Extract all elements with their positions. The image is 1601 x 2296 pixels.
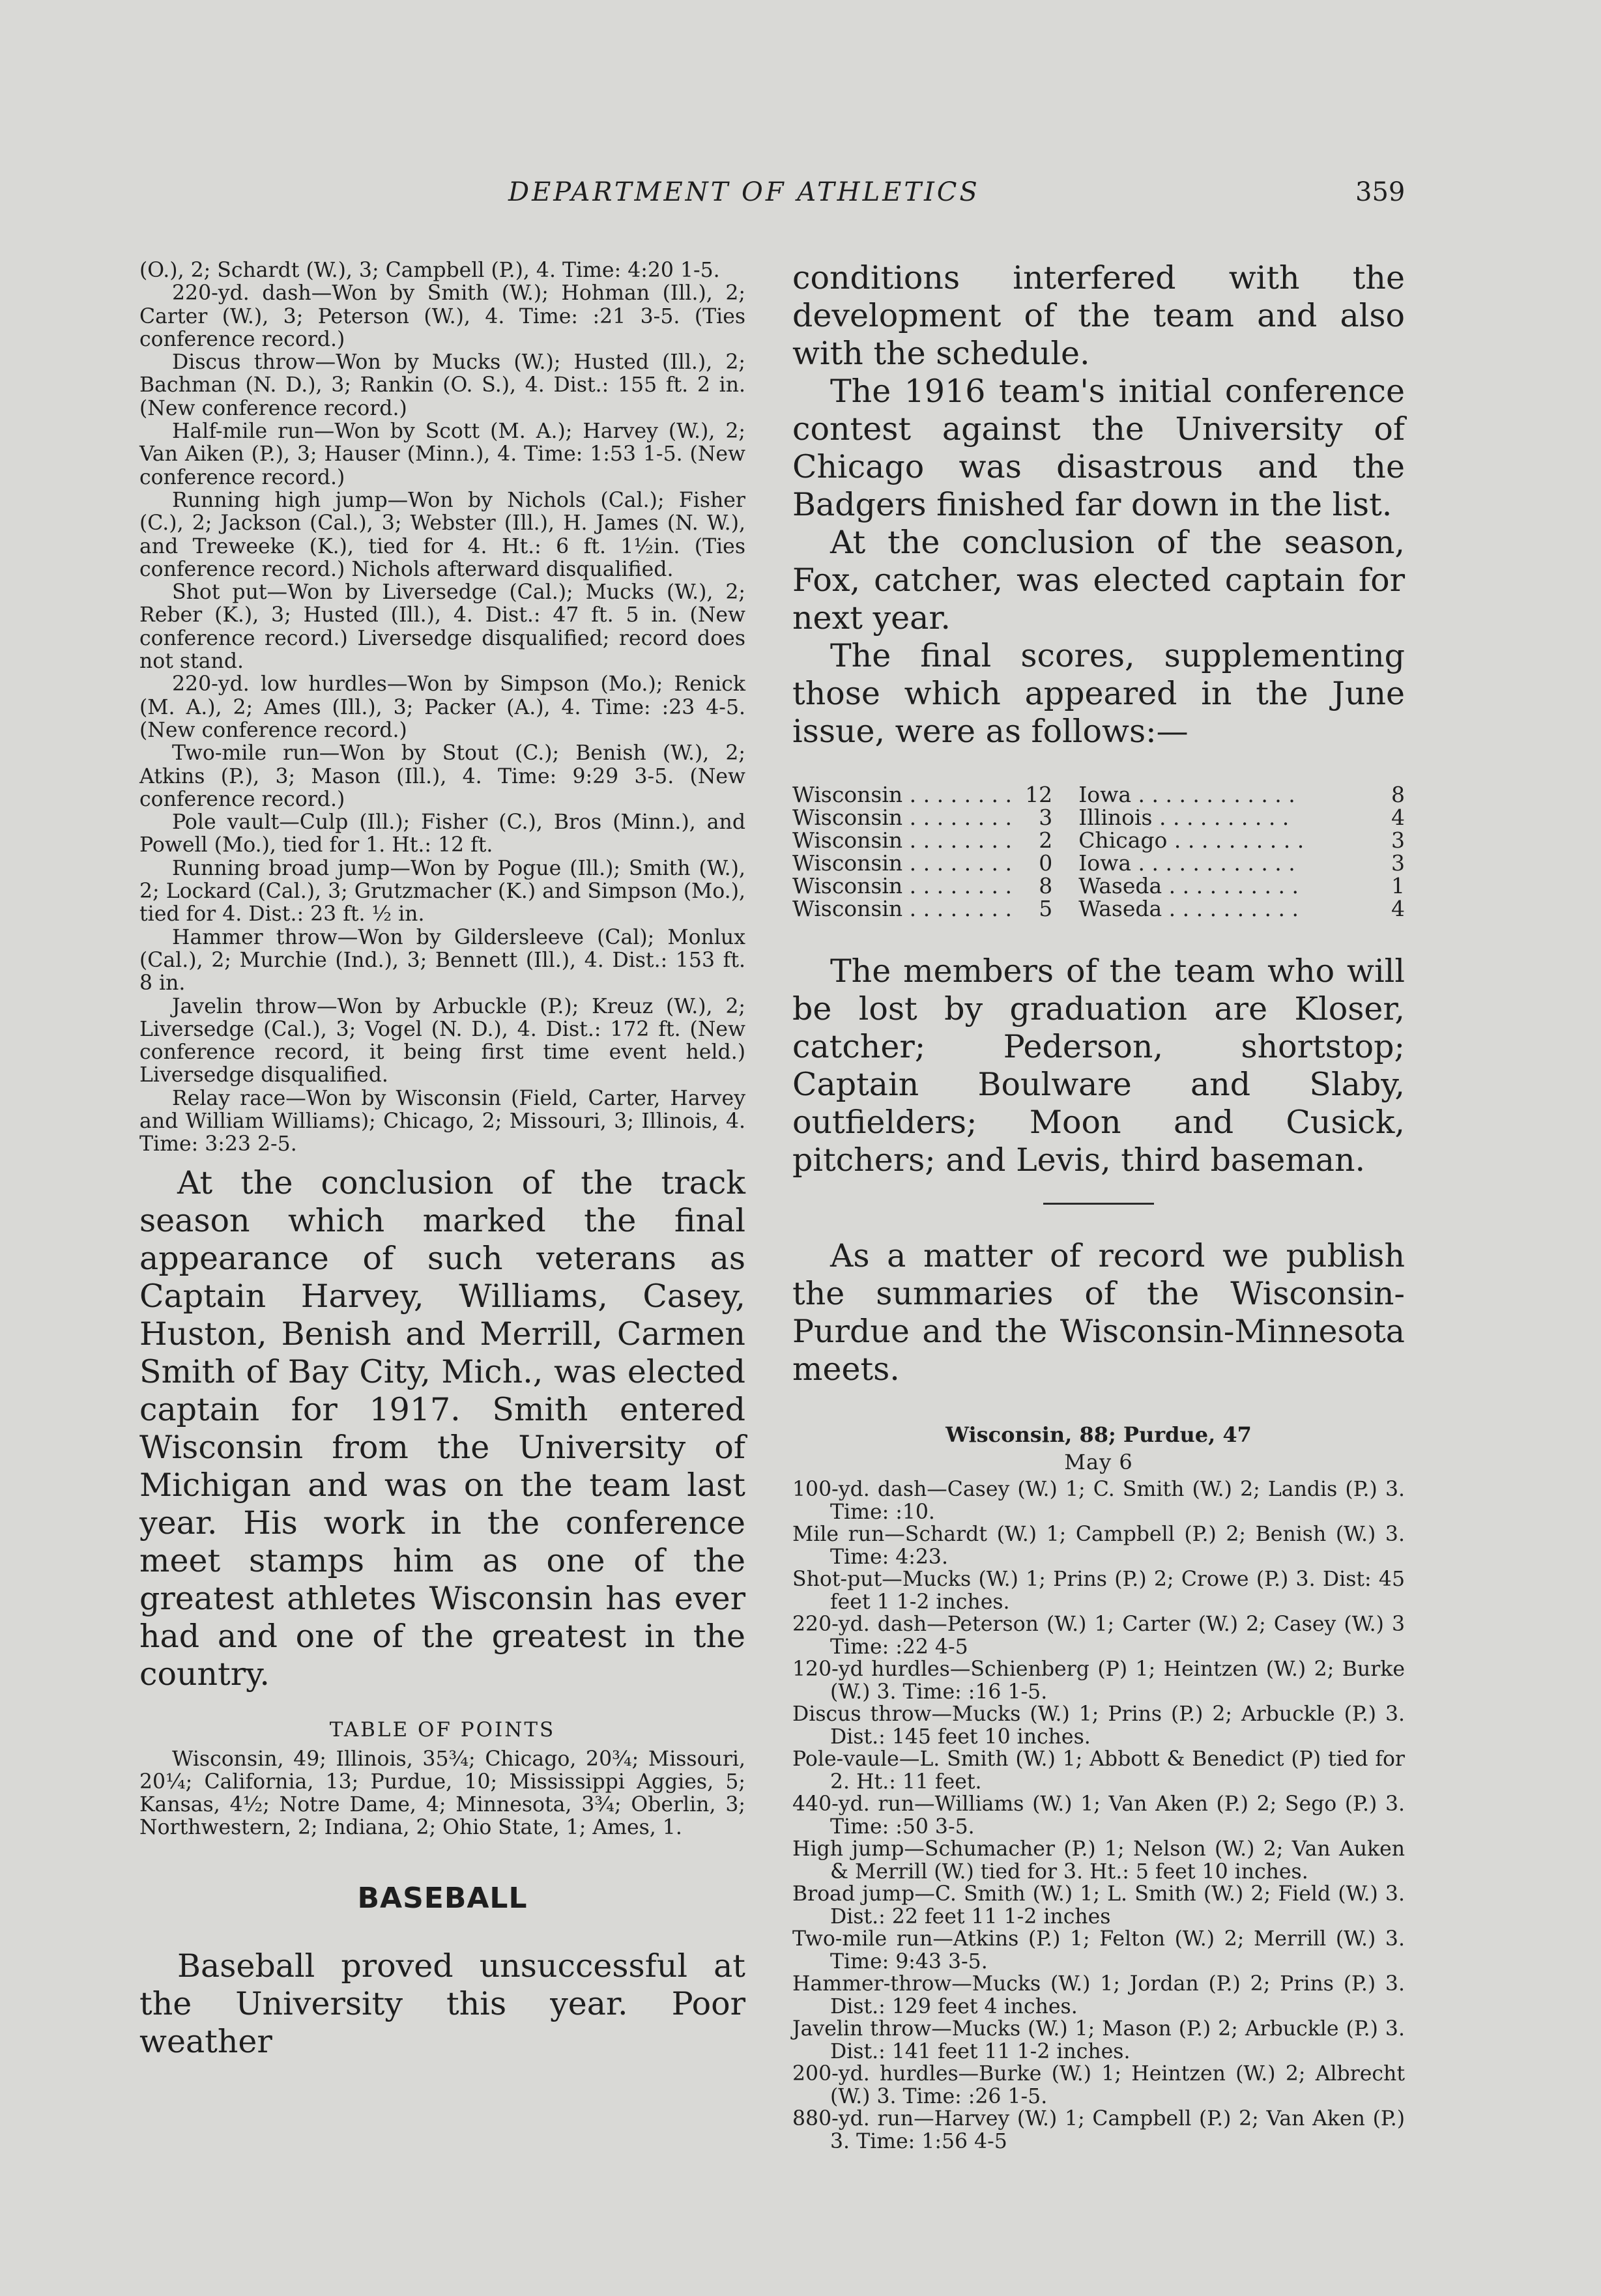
team-name: Wisconsin . . . . . . . . [792, 805, 1013, 830]
team-score: 12 [1025, 782, 1053, 807]
final-scores-table [792, 783, 1405, 920]
meet-result: Shot-put—Mucks (W.) 1; Prins (P.) 2; Crowe (P.) 3. Dist: 45 feet 1 1-2 inches. [792, 1568, 1405, 1614]
track-results [139, 259, 745, 1156]
opponent-name: Iowa . . . . . . . . . . . . [1078, 850, 1295, 876]
page-number: 359 [1355, 177, 1406, 207]
result-paragraph: Javelin throw—Won by Arbuckle (P.); Kreuz (W.), 2; Liversedge (Cal.), 3; Vogel (N. D.), 4. Dist.: 172 ft. (New conference record, it being first time event held.) Liversedge disqualified. [139, 994, 745, 1087]
body-paragraph: As a matter of record we publish the summaries of the Wisconsin-Purdue and the Wisconsin-Minnesota meets. [792, 1237, 1405, 1388]
meet-result: 220-yd. dash—Peterson (W.) 1; Carter (W.) 2; Casey (W.) 3 Time: :22 4-5 [792, 1613, 1405, 1659]
meet-result: Broad jump—C. Smith (W.) 1; L. Smith (W.) 2; Field (W.) 3. Dist.: 22 feet 11 1-2 inches [792, 1882, 1405, 1929]
opponent-name: Illinois . . . . . . . . . . [1078, 805, 1290, 830]
meet-result: 440-yd. run—Williams (W.) 1; Van Aken (P.) 2; Sego (P.) 3. Time: :50 3-5. [792, 1792, 1405, 1839]
body-paragraph: At the conclusion of the season, Fox, catcher, was elected captain for next year. [792, 524, 1405, 637]
meet-result: Javelin throw—Mucks (W.) 1; Mason (P.) 2; Arbuckle (P.) 3. Dist.: 141 feet 11 1-2 inches. [792, 2017, 1405, 2063]
result-paragraph: Running broad jump—Won by Pogue (Ill.); Smith (W.), 2; Lockard (Cal.), 3; Grutzmacher (K.) and Simpson (Mo.), tied for 4. Dist.: 23 ft. ½ in. [139, 856, 745, 926]
meet-date: May 6 [1064, 1450, 1133, 1474]
meet-result: Two-mile run—Atkins (P.) 1; Felton (W.) 2; Merrill (W.) 3. Time: 9:43 3-5. [792, 1927, 1405, 1973]
team-name: Wisconsin . . . . . . . . [792, 827, 1013, 853]
meet-result: Mile run—Schardt (W.) 1; Campbell (P.) 2; Benish (W.) 3. Time: 4:23. [792, 1523, 1405, 1569]
result-paragraph: Pole vault—Culp (Ill.); Fisher (C.), Bros (Minn.), and Powell (Mo.), tied for 1. Ht.: 12 ft. [139, 811, 745, 857]
meet-title: Wisconsin, 88; Purdue, 47 [945, 1422, 1252, 1447]
opponent-name: Waseda . . . . . . . . . . [1078, 896, 1299, 921]
body-paragraph: The final scores, supplementing those which appeared in the June issue, were as follows:— [792, 637, 1405, 750]
team-score: 3 [1039, 805, 1053, 830]
section-heading-baseball: BASEBALL [357, 1881, 528, 1915]
meet-results [792, 1478, 1405, 2153]
body-paragraph: The members of the team who will be lost by graduation are Kloser, catcher; Pederson, shortstop; Captain Boulware and Slaby, outfielders; Moon and Cusick, pitchers; and Levis, third baseman. [792, 953, 1405, 1179]
table-row [792, 806, 1405, 829]
baseball-intro: Baseball proved unsuccessful at the University this year. Poor weather [139, 1947, 745, 2060]
meet-result: 120-yd hurdles—Schienberg (P) 1; Heintzen (W.) 2; Burke (W.) 3. Time: :16 1-5. [792, 1657, 1405, 1704]
opponent-score: 3 [1391, 827, 1405, 853]
left-column [139, 259, 745, 2061]
result-paragraph: Hammer throw—Won by Gildersleeve (Cal); Monlux (Cal.), 2; Murchie (Ind.), 3; Bennett (Ill.), 4. Dist.: 153 ft. 8 in. [139, 925, 745, 996]
body-paragraph: The 1916 team's initial conference contest against the University of Chicago was disastrous and the Badgers finished far down in the list. [792, 373, 1405, 523]
team-name: Wisconsin . . . . . . . . [792, 782, 1013, 807]
table-row [792, 829, 1405, 852]
meet-result: Hammer-throw—Mucks (W.) 1; Jordan (P.) 2; Prins (P.) 3. Dist.: 129 feet 4 inches. [792, 1972, 1405, 2018]
opponent-score: 4 [1391, 805, 1405, 830]
result-paragraph: Running high jump—Won by Nichols (Cal.); Fisher (C.), 2; Jackson (Cal.), 3; Webster (Ill.), H. James (N. W.), and Treweeke (K.), tied for 4. Ht.: 6 ft. 1½in. (Ties conference record.) Nichols afterward disqualified. [139, 488, 745, 581]
section-divider [1043, 1203, 1154, 1205]
team-name: Wisconsin . . . . . . . . [792, 896, 1013, 921]
running-title: DEPARTMENT OF ATHLETICS [508, 177, 980, 207]
result-paragraph: 220-yd. low hurdles—Won by Simpson (Mo.); Renick (M. A.), 2; Ames (Ill.), 3; Packer (A.), 4. Time: :23 4-5. (New conference record.) [139, 672, 745, 742]
team-name: Wisconsin . . . . . . . . [792, 850, 1013, 876]
track-summary: At the conclusion of the track season which marked the final appearance of such veterans as Captain Harvey, Williams, Casey, Huston, Benish and Merrill, Carmen Smith of Bay City, Mich., was elected captain for 1917. Smith entered Wisconsin from the University of Michigan and was on the team last year. His work in the conference meet stamps him as one of the greatest athletes Wisconsin has ever had and one of the greatest in the country. [139, 1164, 745, 1693]
result-paragraph: 220-yd. dash—Won by Smith (W.); Hohman (Ill.), 2; Carter (W.), 3; Peterson (W.), 4. Time: :21 3-5. (Ties conference record.) [139, 281, 745, 351]
result-paragraph: (O.), 2; Schardt (W.), 3; Campbell (P.), 4. Time: 4:20 1-5. [139, 259, 720, 282]
result-paragraph: Relay race—Won by Wisconsin (Field, Carter, Harvey and William Williams); Chicago, 2; Missouri, 3; Illinois, 4. Time: 3:23 2-5. [139, 1086, 745, 1156]
opponent-name: Waseda . . . . . . . . . . [1078, 873, 1299, 898]
table-row [792, 897, 1405, 920]
opponent-score: 1 [1391, 873, 1405, 898]
right-column [792, 259, 1405, 2153]
meet-result: Pole-vaule—L. Smith (W.) 1; Abbott & Benedict (P) tied for 2. Ht.: 11 feet. [792, 1747, 1405, 1794]
team-name: Wisconsin . . . . . . . . [792, 873, 1013, 898]
result-paragraph: Shot put—Won by Liversedge (Cal.); Mucks (W.), 2; Reber (K.), 3; Husted (Ill.), 4. Dist.: 47 ft. 5 in. (New conference record.) Liversedge disqualified; record does not stand. [139, 581, 745, 674]
opponent-score: 8 [1391, 782, 1405, 807]
team-score: 2 [1039, 827, 1053, 853]
table-of-points: Wisconsin, 49; Illinois, 35¾; Chicago, 20¾; Missouri, 20¼; California, 13; Purdue, 10; Mississippi Aggies, 5; Kansas, 4½; Notre Dame, 4; Minnesota, 3¾; Oberlin, 3; Northwestern, 2; Indiana, 2; Ohio State, 1; Ames, 1. [139, 1747, 745, 1840]
table-row [792, 852, 1405, 874]
meet-result: 100-yd. dash—Casey (W.) 1; C. Smith (W.) 2; Landis (P.) 3. Time: :10. [792, 1478, 1405, 1524]
meet-result: 880-yd. run—Harvey (W.) 1; Campbell (P.) 2; Van Aken (P.) 3. Time: 1:56 4-5 [792, 2107, 1405, 2153]
result-paragraph: Two-mile run—Won by Stout (C.); Benish (W.), 2; Atkins (P.), 3; Mason (Ill.), 4. Time: 9:29 3-5. (New conference record.) [139, 741, 745, 811]
table-row [792, 783, 1405, 806]
table-row [792, 874, 1405, 897]
meet-result: 200-yd. hurdles—Burke (W.) 1; Heintzen (W.) 2; Albrecht (W.) 3. Time: :26 1-5. [792, 2062, 1405, 2108]
result-paragraph: Discus throw—Won by Mucks (W.); Husted (Ill.), 2; Bachman (N. D.), 3; Rankin (O. S.), 4. Dist.: 155 ft. 2 in. (New conference record.) [139, 351, 745, 420]
team-score: 5 [1039, 896, 1053, 921]
team-score: 0 [1039, 850, 1053, 876]
opponent-name: Iowa . . . . . . . . . . . . [1078, 782, 1295, 807]
opponent-score: 4 [1391, 896, 1405, 921]
body-paragraph: conditions interfered with the development of the team and also with the schedule. [792, 259, 1405, 372]
result-paragraph: Half-mile run—Won by Scott (M. A.); Harvey (W.), 2; Van Aiken (P.), 3; Hauser (Minn.), 4. Time: 1:53 1-5. (New conference record.) [139, 420, 745, 489]
meet-result: Discus throw—Mucks (W.) 1; Prins (P.) 2; Arbuckle (P.) 3. Dist.: 145 feet 10 inches. [792, 1702, 1405, 1749]
opponent-score: 3 [1391, 850, 1405, 876]
table-of-points-title: TABLE OF POINTS [329, 1717, 556, 1742]
team-score: 8 [1039, 873, 1053, 898]
meet-result: High jump—Schumacher (P.) 1; Nelson (W.) 2; Van Auken & Merrill (W.) tied for 3. Ht.: 5 feet 10 inches. [792, 1837, 1405, 1884]
opponent-name: Chicago . . . . . . . . . . [1078, 827, 1305, 853]
